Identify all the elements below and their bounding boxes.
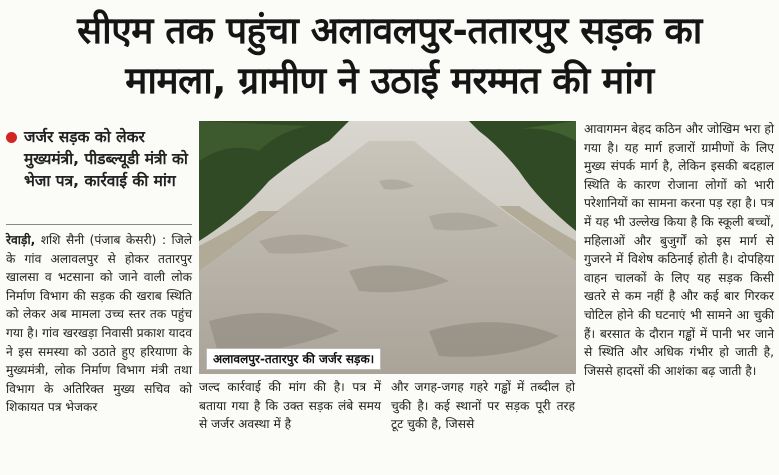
article-column-2 (199, 378, 381, 434)
column-4-text: आवागमन बेहद कठिन और जोखिम भरा हो गया है। यह मार्ग हजारों ग्रामीणों के लिए मुख्य संपर्क मार्ग है, लेकिन इसकी बदहाल स्थिति के कारण रोजाना लोगों को भारी परेशानियों का सामना करना पड़ रहा है। पत्र में यह भी उल्लेख किया है कि स्कूली बच्चों, महिलाओं और बुजुर्गों को इस मार्ग से गुजरने में विशेष कठिनाई होती है। दोपहिया वाहन चालकों के लिए यह सड़क किसी खतरे से कम नहीं है और कई बार गिरकर चोटिल होने की घटनाएं भी सामने आ चुकी हैं। बरसात के दौरान गड्ढों में पानी भर जाने से स्थिति और अधिक गंभीर हो जाती है, जिससे हादसों की आशंका बढ़ जाती है। (584, 122, 774, 378)
column-2-text: जल्द कार्रवाई की मांग की है। पत्र में बताया गया है कि उक्त सड़क लंबे समय से जर्जर अवस्था में है (199, 380, 381, 432)
headline-line-2: मामला, ग्रामीण ने उठाई मरम्मत की मांग (125, 59, 654, 102)
photo-caption: अलावलपुर-ततारपुर की जर्जर सड़क। (206, 348, 381, 370)
dateline-byline: शशि सैनी (पंजाब केसरी) (35, 233, 157, 247)
article-column-1 (6, 231, 192, 417)
road-photo (199, 121, 576, 374)
subheadline-text: जर्जर सड़क को लेकर मुख्यमंत्री, पीडब्ल्यूडी मंत्री को भेजा पत्र, कार्रवाई की मांग (24, 128, 188, 190)
divider (6, 224, 192, 225)
dateline-place: रेवाड़ी, (6, 233, 36, 247)
headline-line-1: सीएम तक पहुंचा अलावलपुर-ततारपुर सड़क का (77, 9, 702, 52)
road-photo-image (199, 121, 576, 374)
headline (0, 6, 779, 106)
column-1-text: : जिले के गांव अलावलपुर से होकर ततारपुर खालसा व भटसाना को जाने वाली लोक निर्माण विभाग की सड़क की खराब स्थिति को लेकर अब मामला उच्च स्तर तक पहुंच गया है। गांव खरखड़ा निवासी प्रकाश यादव ने इस समस्या को उठाते हुए हरियाणा के मुख्यमंत्री, लोक निर्माण विभाग मंत्री तथा विभाग के अतिरिक्त मुख्य सचिव को शिकायत पत्र भेजकर (6, 233, 193, 415)
column-3-text: और जगह-जगह गहरे गड्ढों में तब्दील हो चुकी है। कई स्थानों पर सड़क पूरी तरह टूट चुकी है, जिससे (391, 380, 575, 432)
subheadline (6, 126, 192, 192)
article-column-4 (584, 120, 774, 380)
article-column-3 (391, 378, 575, 434)
